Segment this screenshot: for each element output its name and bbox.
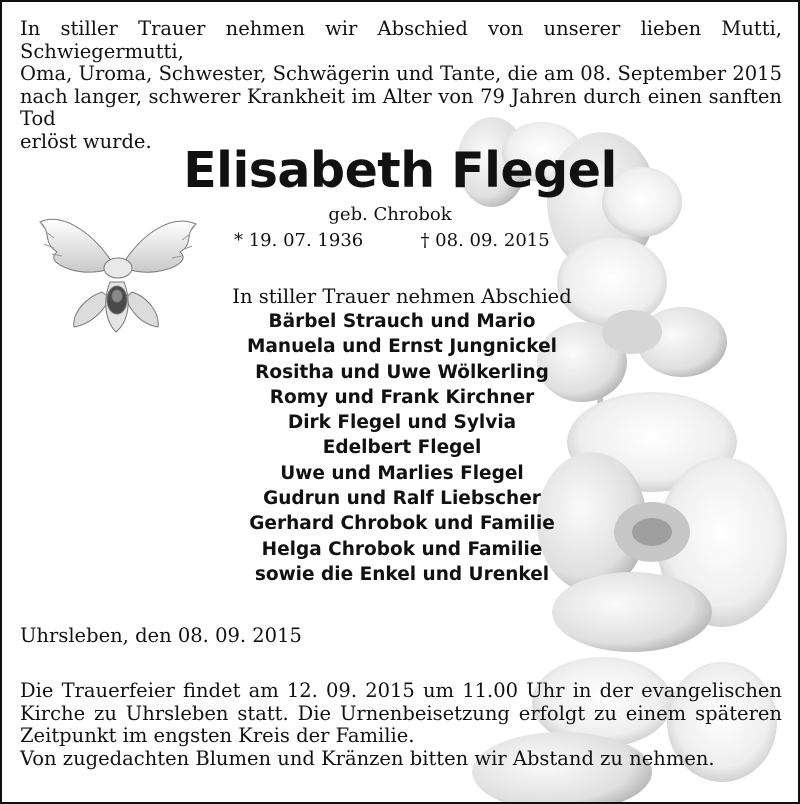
list-item: Bärbel Strauch und Mario bbox=[268, 311, 536, 332]
intro-line: Oma, Uroma, Schwester, Schwägerin und Tante, die am 08. September 2015 bbox=[20, 62, 782, 86]
list-item: Manuela und Ernst Jungnickel bbox=[247, 336, 557, 358]
closing-line: Die Trauerfeier findet am 12. 09. 2015 um 11.00 Uhr in der evangelischen bbox=[20, 679, 782, 702]
list-item: Romy und Frank Kirchner bbox=[269, 386, 535, 408]
dove-icon bbox=[32, 202, 202, 342]
intro-line: erlöst wurde. bbox=[20, 129, 152, 153]
closing-line: Kirche zu Uhrsleben statt. Die Urnenbeisetzung erfolgt zu einem späteren bbox=[20, 701, 782, 725]
mourners-heading: In stiller Trauer nehmen Abschied bbox=[232, 285, 572, 308]
closing-line: Von zugedachten Blumen und Kränzen bitten wir Abstand zu nehmen. bbox=[20, 746, 715, 770]
intro-paragraph bbox=[20, 18, 782, 154]
death-date: † 08. 09. 2015 bbox=[420, 230, 550, 251]
intro-line: nach langer, schwerer Krankheit im Alter von 79 Jahren durch einen sanften Tod bbox=[20, 84, 782, 131]
list-item: Uwe und Marlies Flegel bbox=[280, 462, 524, 484]
deceased-name: Elisabeth Flegel bbox=[183, 142, 617, 199]
life-dates bbox=[234, 230, 550, 251]
mourners-list bbox=[202, 309, 602, 587]
birth-name: geb. Chrobok bbox=[328, 204, 452, 225]
birth-date: * 19. 07. 1936 bbox=[234, 230, 364, 251]
list-item: Gudrun und Ralf Liebscher bbox=[263, 488, 541, 510]
closing-paragraph bbox=[20, 680, 782, 770]
closing-line: Zeitpunkt im engsten Kreis der Familie. bbox=[20, 724, 415, 748]
list-item: Edelbert Flegel bbox=[322, 437, 482, 459]
list-item: Gerhard Chrobok und Familie bbox=[249, 513, 555, 535]
list-item: Dirk Flegel und Sylvia bbox=[287, 412, 517, 434]
list-item: sowie die Enkel und Urenkel bbox=[254, 563, 550, 585]
list-item: Helga Chrobok und Familie bbox=[261, 538, 543, 560]
list-item: Rositha und Uwe Wölkerling bbox=[255, 361, 549, 383]
intro-line: In stiller Trauer nehmen wir Abschied von unserer lieben Mutti, Schwiegermutti, bbox=[20, 17, 782, 63]
place-date: Uhrsleben, den 08. 09. 2015 bbox=[20, 624, 302, 647]
